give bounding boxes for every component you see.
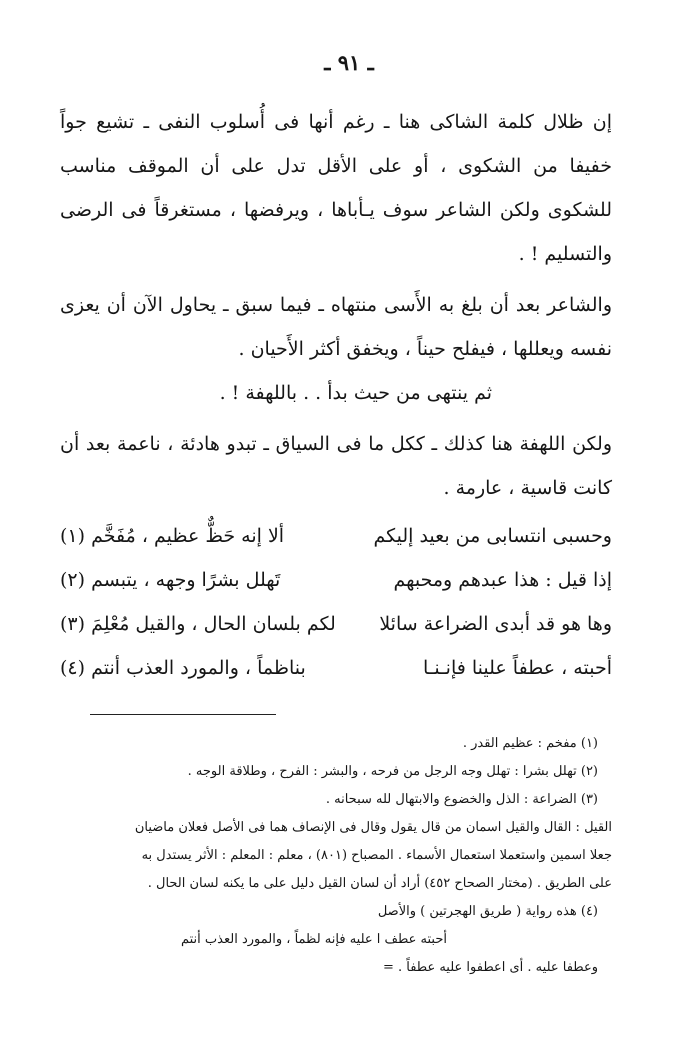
verse-second-hemistich: ألا إنه حَظٌّ عظيم ، مُفَخَّم (١): [60, 525, 285, 547]
verse-first-hemistich: وحسبى انتسابى من بعيد إليكم: [373, 525, 612, 547]
paragraph: والشاعر بعد أن بلغ به الأَسى منتهاه ـ فيما سبق ـ يحاول الآن أن يعزى نفسه ويعللها ، فيفلح حيناً ، ويخفق أكثر الأَحيان .: [60, 294, 612, 360]
poem-verse: [60, 558, 612, 602]
verse-first-hemistich: أحبته ، عطفاً علينا فإنـنـا: [423, 657, 612, 679]
footnote-variant-verse: أحبته عطف ا عليه فإنه لظماً ، والمورد العذب أنتم: [180, 932, 448, 947]
verse-second-hemistich: لكم بلسان الحال ، والقيل مُعْلِمَ (٣): [60, 613, 336, 635]
paragraph-3-block: [60, 422, 612, 510]
poem-verse: [60, 514, 612, 558]
footnote-line: وعطفا عليه . أى اعطفوا عليه عطفاً . =: [382, 960, 598, 975]
verse-first-hemistich: وها هو قد أبدى الضراعة سائلا: [379, 613, 612, 635]
footnote-separator: [90, 714, 276, 715]
page-number: ـ ٩١ ـ: [324, 50, 374, 75]
paragraph: ولكن اللهفة هنا كذلك ـ ككل ما فى السياق ـ تبدو هادئة ، ناعمة بعد أن كانت قاسية ، عارمة .: [60, 433, 612, 499]
footnote: (٣) الضراعة : الذل والخضوع والابتهال لله سبحانه .: [325, 792, 598, 807]
poem-verse: [60, 646, 612, 690]
paragraph-2-block: [60, 283, 612, 415]
verse-second-hemistich: تَهلل بشرًا وجهه ، يتبسم (٢): [60, 569, 281, 591]
paragraph: إن ظلال كلمة الشاكى هنا ـ رغم أنها فى أُسلوب النفى ـ تشيع جواً خفيفا من الشكوى ، أو على الأقل تدل على أن الموقف مناسب للشكوى ولكن الشاعر سوف يـأباها ، ويرفضها ، مستغرقاً فى الرضى والتسليم ! .: [60, 111, 612, 265]
footnote: (١) مفخم : عظيم القدر .: [462, 736, 598, 751]
verse-second-hemistich: بناظماً ، والمورد العذب أنتم (٤): [60, 657, 306, 679]
footnote: (٤) هذه رواية ( طريق الهجرتين ) والأصل: [377, 904, 598, 919]
paragraph-1-block: [60, 100, 612, 276]
poem: [60, 514, 612, 690]
poem-verse: [60, 602, 612, 646]
footnote-line: القيل : القال والقيل اسمان من قال يقول وقال فى الإنصاف هما فى الأصل فعلان ماضيان: [134, 820, 612, 835]
footnote-line: على الطريق . (مختار الصحاح ٤٥٢) أراد أن لسان القيل دليل على ما يكنه لسان الحال .: [147, 876, 612, 891]
footnotes: [56, 730, 612, 982]
verse-first-hemistich: إذا قيل : هذا عبدهم ومحبهم: [393, 569, 612, 591]
paragraph: ثم ينتهى من حيث بدأ . . باللهفة ! .: [219, 382, 492, 404]
footnote: (٢) تهلل بشرا : تهلل وجه الرجل من فرحه ، والبشر : الفرح ، وطلاقة الوجه .: [187, 764, 598, 779]
footnote-line: جعلا اسمين واستعملا استعمال الأسماء . المصباح (٨٠١) ، معلم : المعلم : الأثر يستدل به: [141, 848, 612, 863]
